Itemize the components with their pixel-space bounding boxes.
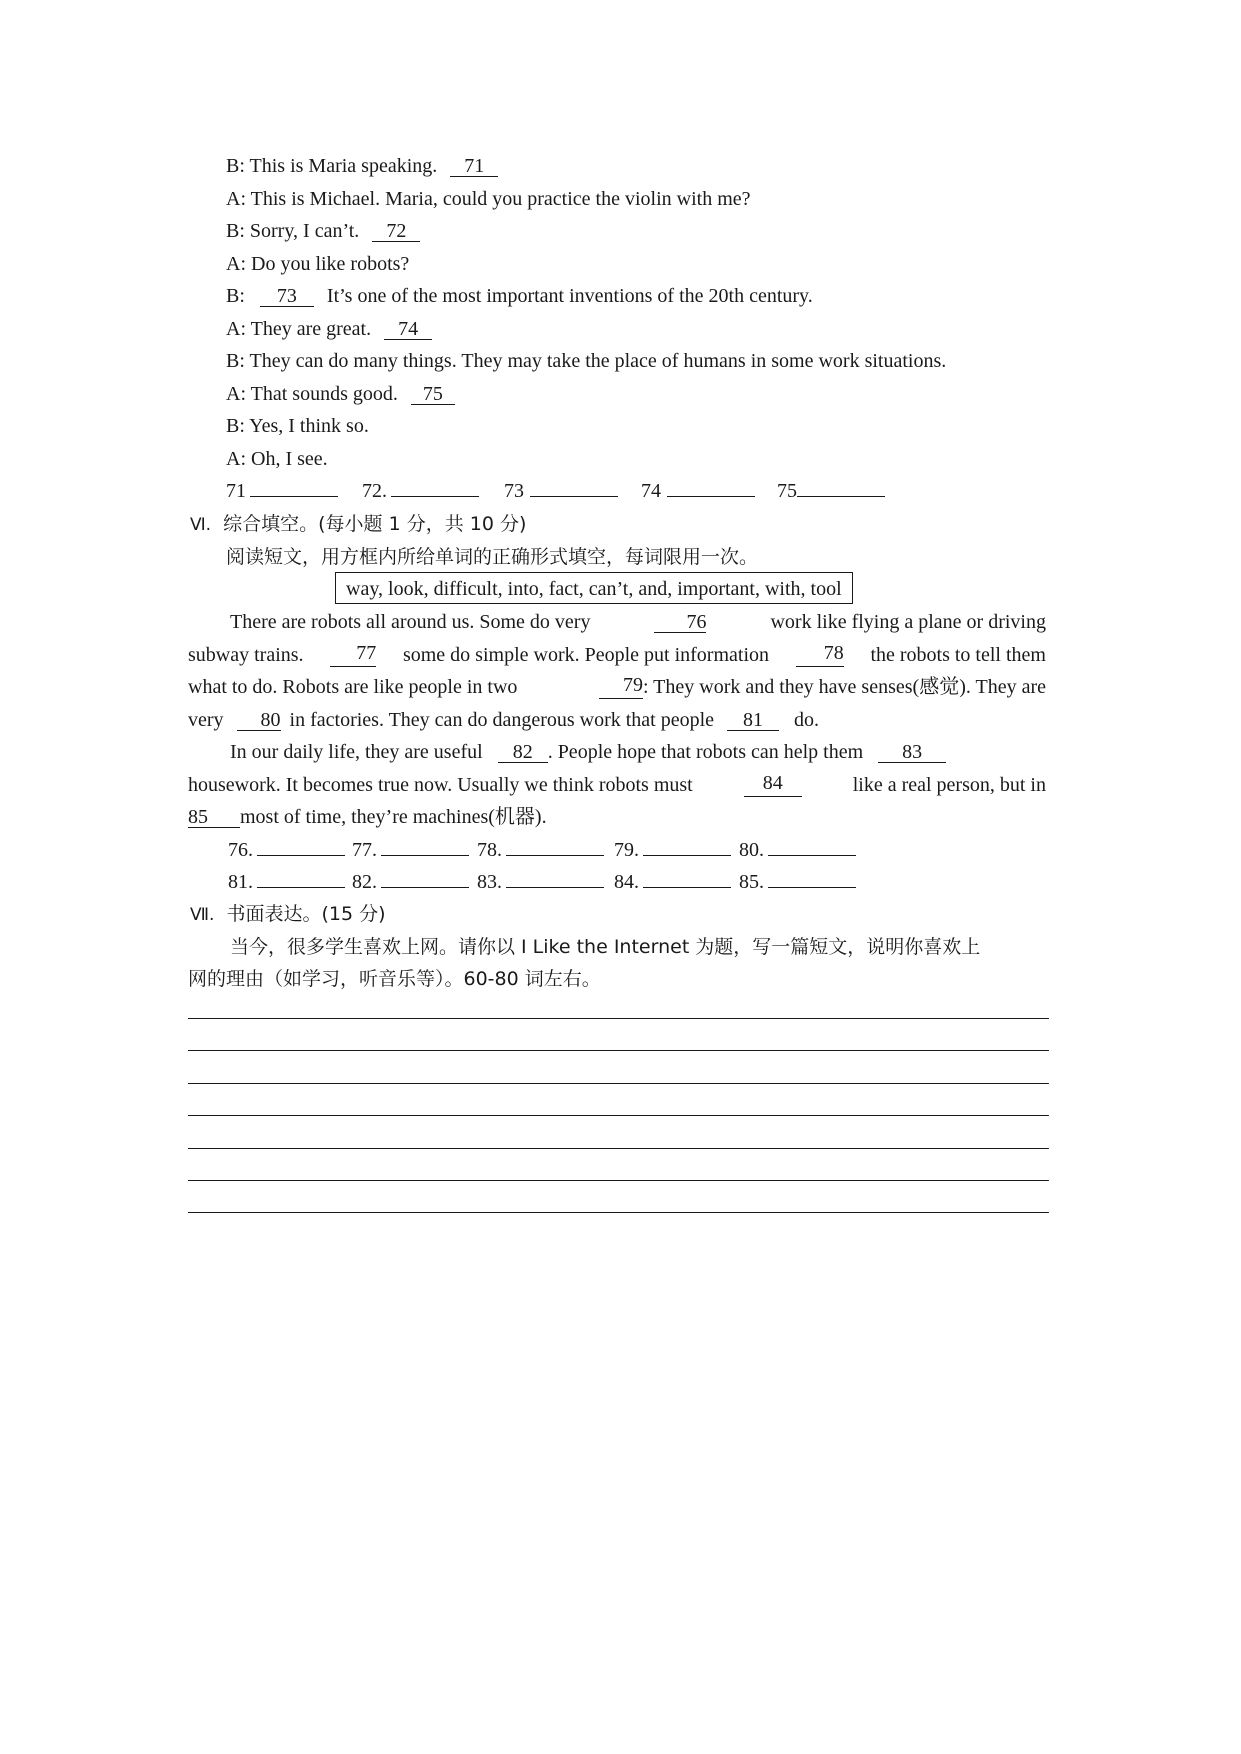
blank-77: 77 bbox=[330, 643, 376, 667]
writing-line[interactable] bbox=[188, 1115, 1049, 1116]
blank-83: 83 bbox=[878, 742, 946, 763]
dialogue-line-2: A: This is Michael. Maria, could you practice the violin with me? bbox=[226, 188, 751, 210]
blank-80: 80 bbox=[237, 710, 281, 731]
answer-slot-81[interactable]: 81. bbox=[228, 870, 345, 894]
passage-line-4: very 80 in factories. They can do dangerous work that people 81 do. bbox=[188, 709, 820, 731]
dialogue-line-6: A: They are great. 74 bbox=[226, 317, 432, 341]
dialogue-answer-row bbox=[226, 479, 926, 507]
answer-slot-79[interactable]: 79. bbox=[614, 838, 731, 862]
answer-slot-72[interactable]: 72. bbox=[362, 479, 479, 503]
dialogue-line-3: B: Sorry, I can’t. 72 bbox=[226, 219, 420, 243]
writing-line[interactable] bbox=[188, 1180, 1049, 1181]
answer-slot-80[interactable]: 80. bbox=[739, 838, 856, 862]
dialogue-line-8: A: That sounds good. 75 bbox=[226, 382, 455, 406]
dialogue-line-1: B: This is Maria speaking. 71 bbox=[226, 154, 498, 178]
passage-line-2: subway trains. 77 some do simple work. People put information 78 the robots to tell them bbox=[188, 642, 1046, 666]
dialogue-line-9: B: Yes, I think so. bbox=[226, 415, 369, 437]
blank-79: 79 bbox=[599, 675, 643, 699]
section-6-heading: Ⅵ. 综合填空。(每小题 1 分，共 10 分) bbox=[190, 513, 527, 535]
writing-line[interactable] bbox=[188, 1212, 1049, 1213]
dialogue-line-4: A: Do you like robots? bbox=[226, 253, 410, 275]
answer-slot-74[interactable]: 74 bbox=[641, 479, 755, 503]
answer-slot-77[interactable]: 77. bbox=[352, 838, 469, 862]
writing-line[interactable] bbox=[188, 1083, 1049, 1084]
blank-75: 75 bbox=[411, 384, 455, 405]
section-6-instruction: 阅读短文，用方框内所给单词的正确形式填空，每词限用一次。 bbox=[226, 546, 759, 568]
passage-line-3: what to do. Robots are like people in two 79 : They work and they have senses(感觉). They are bbox=[188, 674, 1046, 698]
answer-slot-75[interactable]: 75 bbox=[777, 479, 885, 503]
passage-line-6: housework. It becomes true now. Usually we think robots must 84 like a real person, but in bbox=[188, 772, 1046, 796]
word-box: way, look, difficult, into, fact, can’t, and, important, with, tool bbox=[335, 572, 853, 604]
passage-line-1: There are robots all around us. Some do very 76 work like flying a plane or driving bbox=[230, 611, 1046, 633]
passage-line-7: 85 most of time, they’re machines(机器). bbox=[188, 806, 547, 828]
answer-slot-73[interactable]: 73 bbox=[504, 479, 618, 503]
blank-78: 78 bbox=[796, 643, 844, 667]
section-6-answer-row-1 bbox=[228, 838, 928, 866]
answer-slot-71[interactable]: 71 bbox=[226, 479, 338, 503]
blank-71: 71 bbox=[450, 156, 498, 177]
blank-76: 76 bbox=[654, 612, 706, 633]
section-6-answer-row-2 bbox=[228, 870, 928, 898]
answer-slot-85[interactable]: 85. bbox=[739, 870, 856, 894]
blank-82: 82 bbox=[498, 742, 548, 763]
blank-85: 85 bbox=[188, 807, 240, 828]
writing-line[interactable] bbox=[188, 1050, 1049, 1051]
dialogue-line-5: B: 73 It’s one of the most important inventions of the 20th century. bbox=[226, 285, 813, 307]
answer-slot-82[interactable]: 82. bbox=[352, 870, 469, 894]
answer-slot-83[interactable]: 83. bbox=[477, 870, 604, 894]
writing-line[interactable] bbox=[188, 1148, 1049, 1149]
passage-line-5: In our daily life, they are useful 82 . People hope that robots can help them 83 bbox=[230, 740, 946, 764]
dialogue-line-10: A: Oh, I see. bbox=[226, 448, 328, 470]
blank-72: 72 bbox=[372, 221, 420, 242]
blank-84: 84 bbox=[744, 773, 802, 797]
section-7-prompt-line-1: 当今，很多学生喜欢上网。请你以 I Like the Internet 为题，写一篇短文，说明你喜欢上 bbox=[230, 936, 981, 958]
section-7-heading: Ⅶ. 书面表达。(15 分) bbox=[190, 903, 386, 925]
section-7-prompt-line-2: 网的理由（如学习，听音乐等）。60-80 词左右。 bbox=[188, 968, 601, 990]
answer-slot-76[interactable]: 76. bbox=[228, 838, 345, 862]
answer-slot-84[interactable]: 84. bbox=[614, 870, 731, 894]
answer-slot-78[interactable]: 78. bbox=[477, 838, 604, 862]
writing-line[interactable] bbox=[188, 1018, 1049, 1019]
dialogue-line-7: B: They can do many things. They may take the place of humans in some work situations. bbox=[226, 350, 947, 372]
blank-74: 74 bbox=[384, 319, 432, 340]
blank-81: 81 bbox=[727, 710, 779, 731]
blank-73: 73 bbox=[260, 286, 314, 307]
